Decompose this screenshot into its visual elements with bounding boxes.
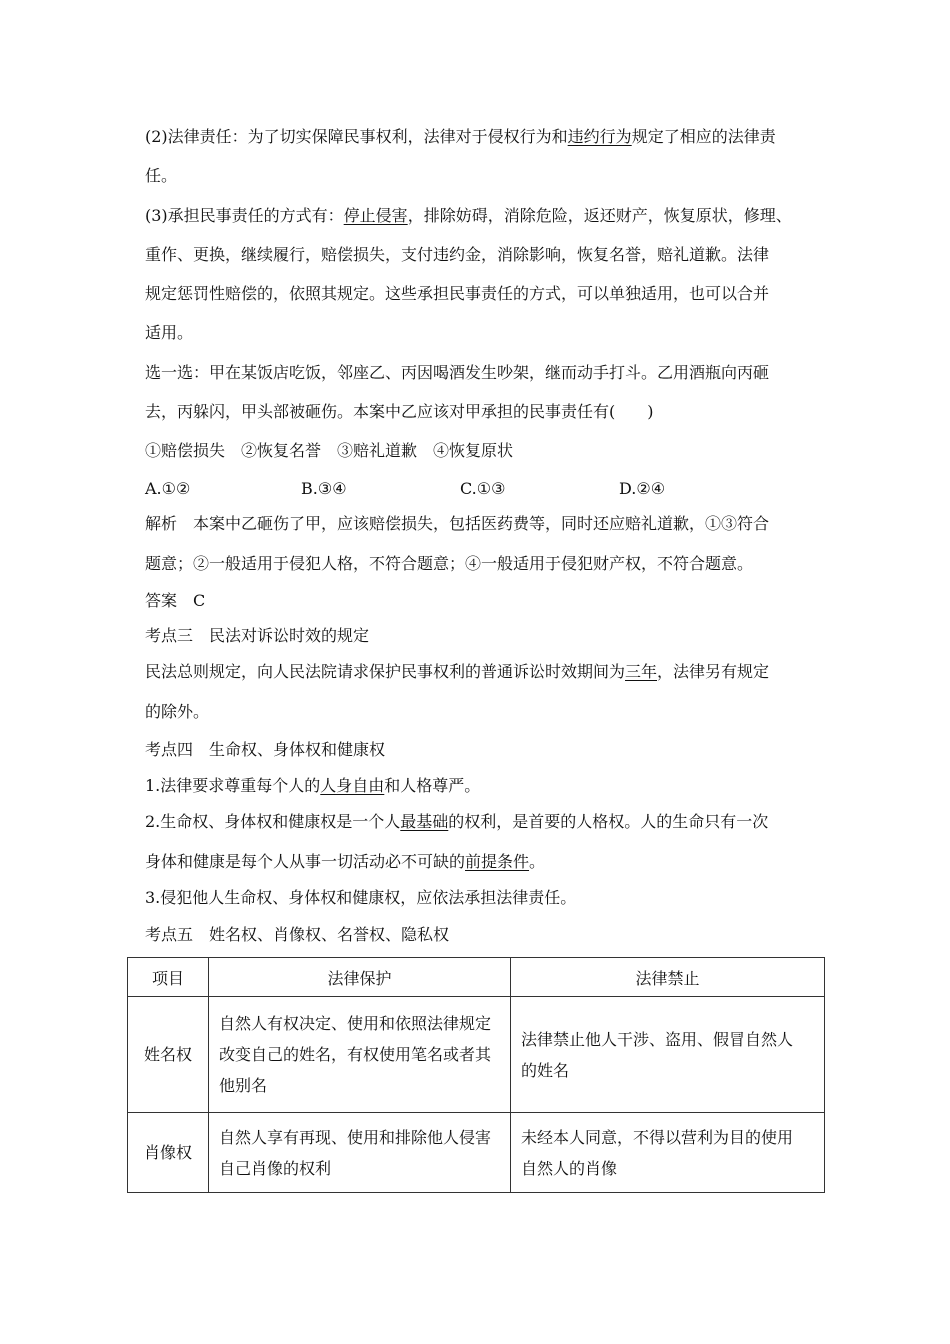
underlined-term: 前提条件 <box>465 852 530 871</box>
row-protection <box>209 1113 511 1193</box>
question-line-2: 去，丙躲闪，甲头部被砸伤。本案中乙应该对甲承担的民事责任有( ) <box>145 402 654 421</box>
paragraph-legal-liability-line-2: 任。 <box>145 166 178 185</box>
paragraph-legal-liability-line-1 <box>145 127 776 147</box>
text: ，排除妨碍，消除危险，返还财产，恢复原状，修理、 <box>407 206 792 225</box>
section-title-5: 考点五 姓名权、肖像权、名誉权、隐私权 <box>145 925 450 944</box>
header-prohibition: 法律禁止 <box>511 958 825 997</box>
section-4-item-1 <box>145 776 480 796</box>
rights-table <box>127 957 825 1193</box>
paragraph-liability-ways-line-4: 适用。 <box>145 323 194 342</box>
underlined-term: 最基础 <box>400 812 449 831</box>
option-c: C.①③ <box>460 479 506 498</box>
text: 。 <box>529 852 546 871</box>
underlined-term: 停止侵害 <box>343 206 408 225</box>
analysis-line-1: 解析 本案中乙砸伤了甲，应该赔偿损失，包括医药费等，同时还应赔礼道歉，①③符合 <box>145 514 770 533</box>
text: 2.生命权、身体权和健康权是一个人 <box>145 812 401 831</box>
answer: 答案 C <box>145 591 206 610</box>
cell-line: 法律禁止他人干涉、盗用、假冒自然人 <box>521 1029 794 1049</box>
cell-line: 他别名 <box>219 1076 268 1095</box>
option-a: A.①② <box>145 479 191 498</box>
row-item: 姓名权 <box>128 997 209 1113</box>
underlined-term: 三年 <box>625 662 658 681</box>
text: (2)法律责任：为了切实保障民事权利，法律对于侵权行为和 <box>145 127 568 146</box>
table-header-row <box>128 958 825 997</box>
section-title-3: 考点三 民法对诉讼时效的规定 <box>145 626 370 645</box>
cell-line: 自然人有权决定、使用和依照法律规定 <box>219 1014 492 1033</box>
paragraph-liability-ways-line-2: 重作、更换，继续履行，赔偿损失，支付违约金，消除影响，恢复名誉，赔礼道歉。法律 <box>145 245 770 264</box>
question-items: ①赔偿损失 ②恢复名誉 ③赔礼道歉 ④恢复原状 <box>145 441 514 460</box>
underlined-term: 违约行为 <box>567 127 632 146</box>
section-4-item-3: 3.侵犯他人生命权、身体权和健康权，应依法承担法律责任。 <box>145 888 577 907</box>
table-row <box>128 1113 825 1193</box>
underlined-term: 人身自由 <box>320 776 385 795</box>
table-row <box>128 997 825 1113</box>
text: ，法律另有规定 <box>657 662 770 681</box>
option-d: D.②④ <box>619 479 666 498</box>
section-3-line-1 <box>145 662 769 682</box>
cell-line: 自己肖像的权利 <box>219 1158 332 1178</box>
cell-line: 未经本人同意，不得以营利为目的使用 <box>521 1127 794 1147</box>
header-item: 项目 <box>128 958 209 997</box>
section-3-line-2: 的除外。 <box>145 702 210 721</box>
cell-line: 自然人享有再现、使用和排除他人侵害 <box>219 1127 492 1147</box>
row-protection <box>209 997 511 1113</box>
section-title-4: 考点四 生命权、身体权和健康权 <box>145 740 386 759</box>
text: 身体和健康是每个人从事一切活动必不可缺的 <box>145 852 466 871</box>
row-prohibition <box>511 997 825 1113</box>
analysis-line-2: 题意；②一般适用于侵犯人格，不符合题意；④一般适用于侵犯财产权，不符合题意。 <box>145 554 754 573</box>
text: 和人格尊严。 <box>384 776 481 795</box>
paragraph-liability-ways-line-1 <box>145 206 792 226</box>
section-4-item-2-line-2 <box>145 852 545 872</box>
text: (3)承担民事责任的方式有： <box>145 206 344 225</box>
cell-line: 自然人的肖像 <box>521 1158 618 1178</box>
row-prohibition <box>511 1113 825 1193</box>
text: 民法总则规定，向人民法院请求保护民事权利的普通诉讼时效期间为 <box>145 662 626 681</box>
text: 1.法律要求尊重每个人的 <box>145 776 321 795</box>
text: 规定了相应的法律责 <box>631 127 776 146</box>
cell-line: 的姓名 <box>521 1060 570 1080</box>
text: 的权利，是首要的人格权。人的生命只有一次 <box>448 812 769 831</box>
row-item: 肖像权 <box>128 1113 209 1193</box>
cell-line: 改变自己的姓名，有权使用笔名或者其 <box>219 1045 492 1064</box>
paragraph-liability-ways-line-3: 规定惩罚性赔偿的，依照其规定。这些承担民事责任的方式，可以单独适用，也可以合并 <box>145 284 770 303</box>
section-4-item-2-line-1 <box>145 812 768 832</box>
header-protection: 法律保护 <box>209 958 511 997</box>
question-line-1: 选一选：甲在某饭店吃饭，邻座乙、丙因喝酒发生吵架，继而动手打斗。乙用酒瓶向丙砸 <box>145 363 770 382</box>
option-b: B.③④ <box>301 479 347 498</box>
